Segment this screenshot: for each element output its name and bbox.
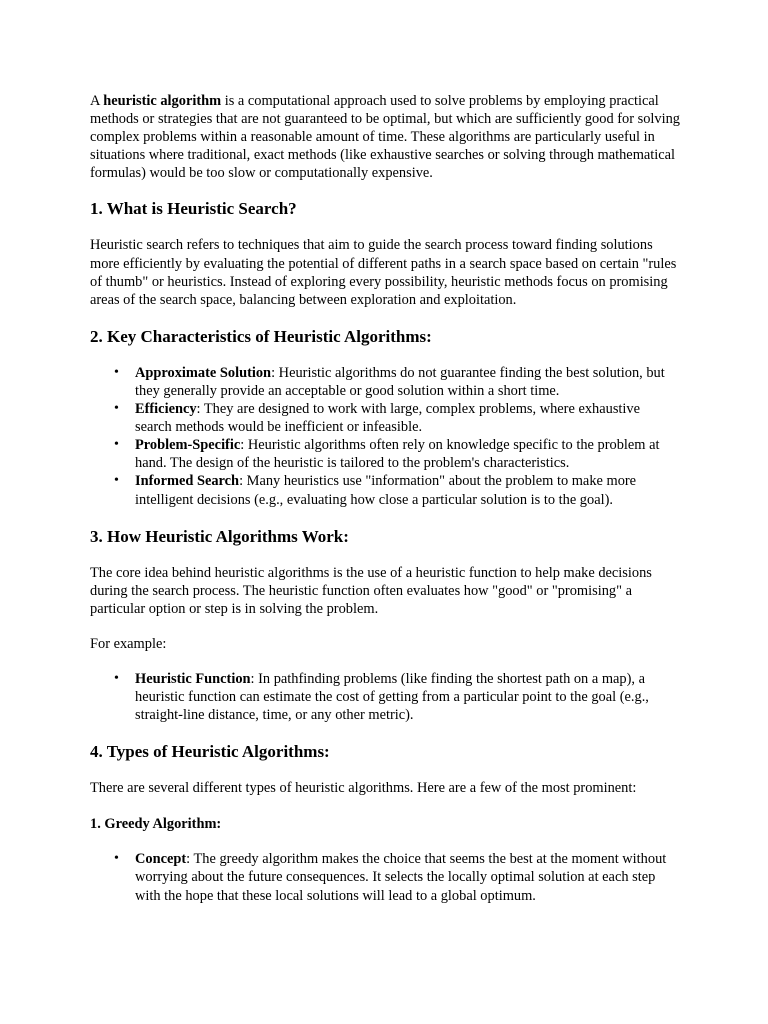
- list-item: [114, 472, 680, 508]
- section-4-paragraph: There are several different types of heuristic algorithms. Here are a few of the most prominent:: [90, 780, 637, 797]
- list-item: [114, 850, 680, 904]
- bullet-icon: •: [114, 401, 119, 417]
- bullet-icon: •: [114, 364, 119, 380]
- section-3-heading: 3. How Heuristic Algorithms Work:: [90, 526, 349, 546]
- list-item-term: Informed Search: [135, 473, 240, 490]
- list-item-text: : They are designed to work with large, complex problems, where exhaustive search methods would be inefficient or infeasible.: [135, 401, 641, 436]
- bullet-icon: •: [114, 437, 119, 453]
- list-item-text: : Heuristic algorithms do not guarantee finding the best solution, but they generally provide an acceptable or good solution within a short time.: [135, 364, 665, 399]
- greedy-heading: 1. Greedy Algorithm:: [90, 816, 222, 833]
- intro-text: is a computational approach used to solve problems by employing practical methods or strategies that are not guaranteed to be optimal, but which are sufficiently good for solving complex problems within a reasonable amount of time. These algorithms are particularly useful in situations where traditional, exact methods (like exhaustive searches or solving through mathematical formulas) would be too slow or computationally expensive.: [90, 93, 680, 182]
- document-body: [90, 92, 680, 905]
- section-2-heading: 2. Key Characteristics of Heuristic Algorithms:: [90, 326, 432, 346]
- list-item-term: Efficiency: [135, 401, 197, 418]
- section-4-heading: 4. Types of Heuristic Algorithms:: [90, 742, 330, 762]
- list-item-term: Problem-Specific: [135, 437, 241, 454]
- list-item-term: Concept: [135, 851, 187, 868]
- bullet-icon: •: [114, 851, 119, 867]
- list-item-text: : Heuristic algorithms often rely on knowledge specific to the problem at hand. The design of the heuristic is tailored to the problem's characteristics.: [135, 437, 660, 472]
- intro-paragraph: [90, 92, 680, 182]
- greedy-list: [90, 850, 680, 904]
- list-item: [114, 364, 680, 400]
- list-item: [114, 436, 680, 472]
- example-list: [90, 670, 680, 724]
- list-item-text: : Many heuristics use "information" about the problem to make more intelligent decisions (e.g., evaluating how close a particular solution is to the goal).: [135, 473, 637, 508]
- characteristics-list: [90, 364, 680, 509]
- example-intro: For example:: [90, 635, 167, 652]
- intro-term: heuristic algorithm: [103, 93, 222, 109]
- bullet-icon: •: [114, 670, 119, 686]
- list-item-text: : The greedy algorithm makes the choice that seems the best at the moment without worrying about the future consequences. It selects the locally optimal solution at each step with the hope that these local solutions will lead to a global optimum.: [135, 851, 667, 904]
- list-item-term: Heuristic Function: [135, 670, 251, 687]
- section-3-paragraph: The core idea behind heuristic algorithms is the use of a heuristic function to help make decisions during the search process. The heuristic function often evaluates how "good" or "promising" a particular option or step is in solving the problem.: [90, 564, 652, 617]
- list-item-text: : In pathfinding problems (like finding the shortest path on a map), a heuristic function can estimate the cost of getting from a particular point to the goal (e.g., straight-line distance, time, or any other metric).: [135, 670, 649, 724]
- section-1-paragraph: Heuristic search refers to techniques that aim to guide the search process toward finding solutions more efficiently by evaluating the potential of different paths in a search space based on certain "rules of thumb" or heuristics. Instead of exploring every possibility, heuristic methods focus on promising areas of the search space, balancing between exploration and exploitation.: [90, 237, 677, 308]
- list-item: [114, 670, 680, 724]
- list-item-term: Approximate Solution: [135, 364, 272, 381]
- intro-prefix: A: [90, 93, 104, 109]
- list-item: [114, 400, 680, 436]
- section-1-heading: 1. What is Heuristic Search?: [90, 199, 297, 219]
- bullet-icon: •: [114, 473, 119, 489]
